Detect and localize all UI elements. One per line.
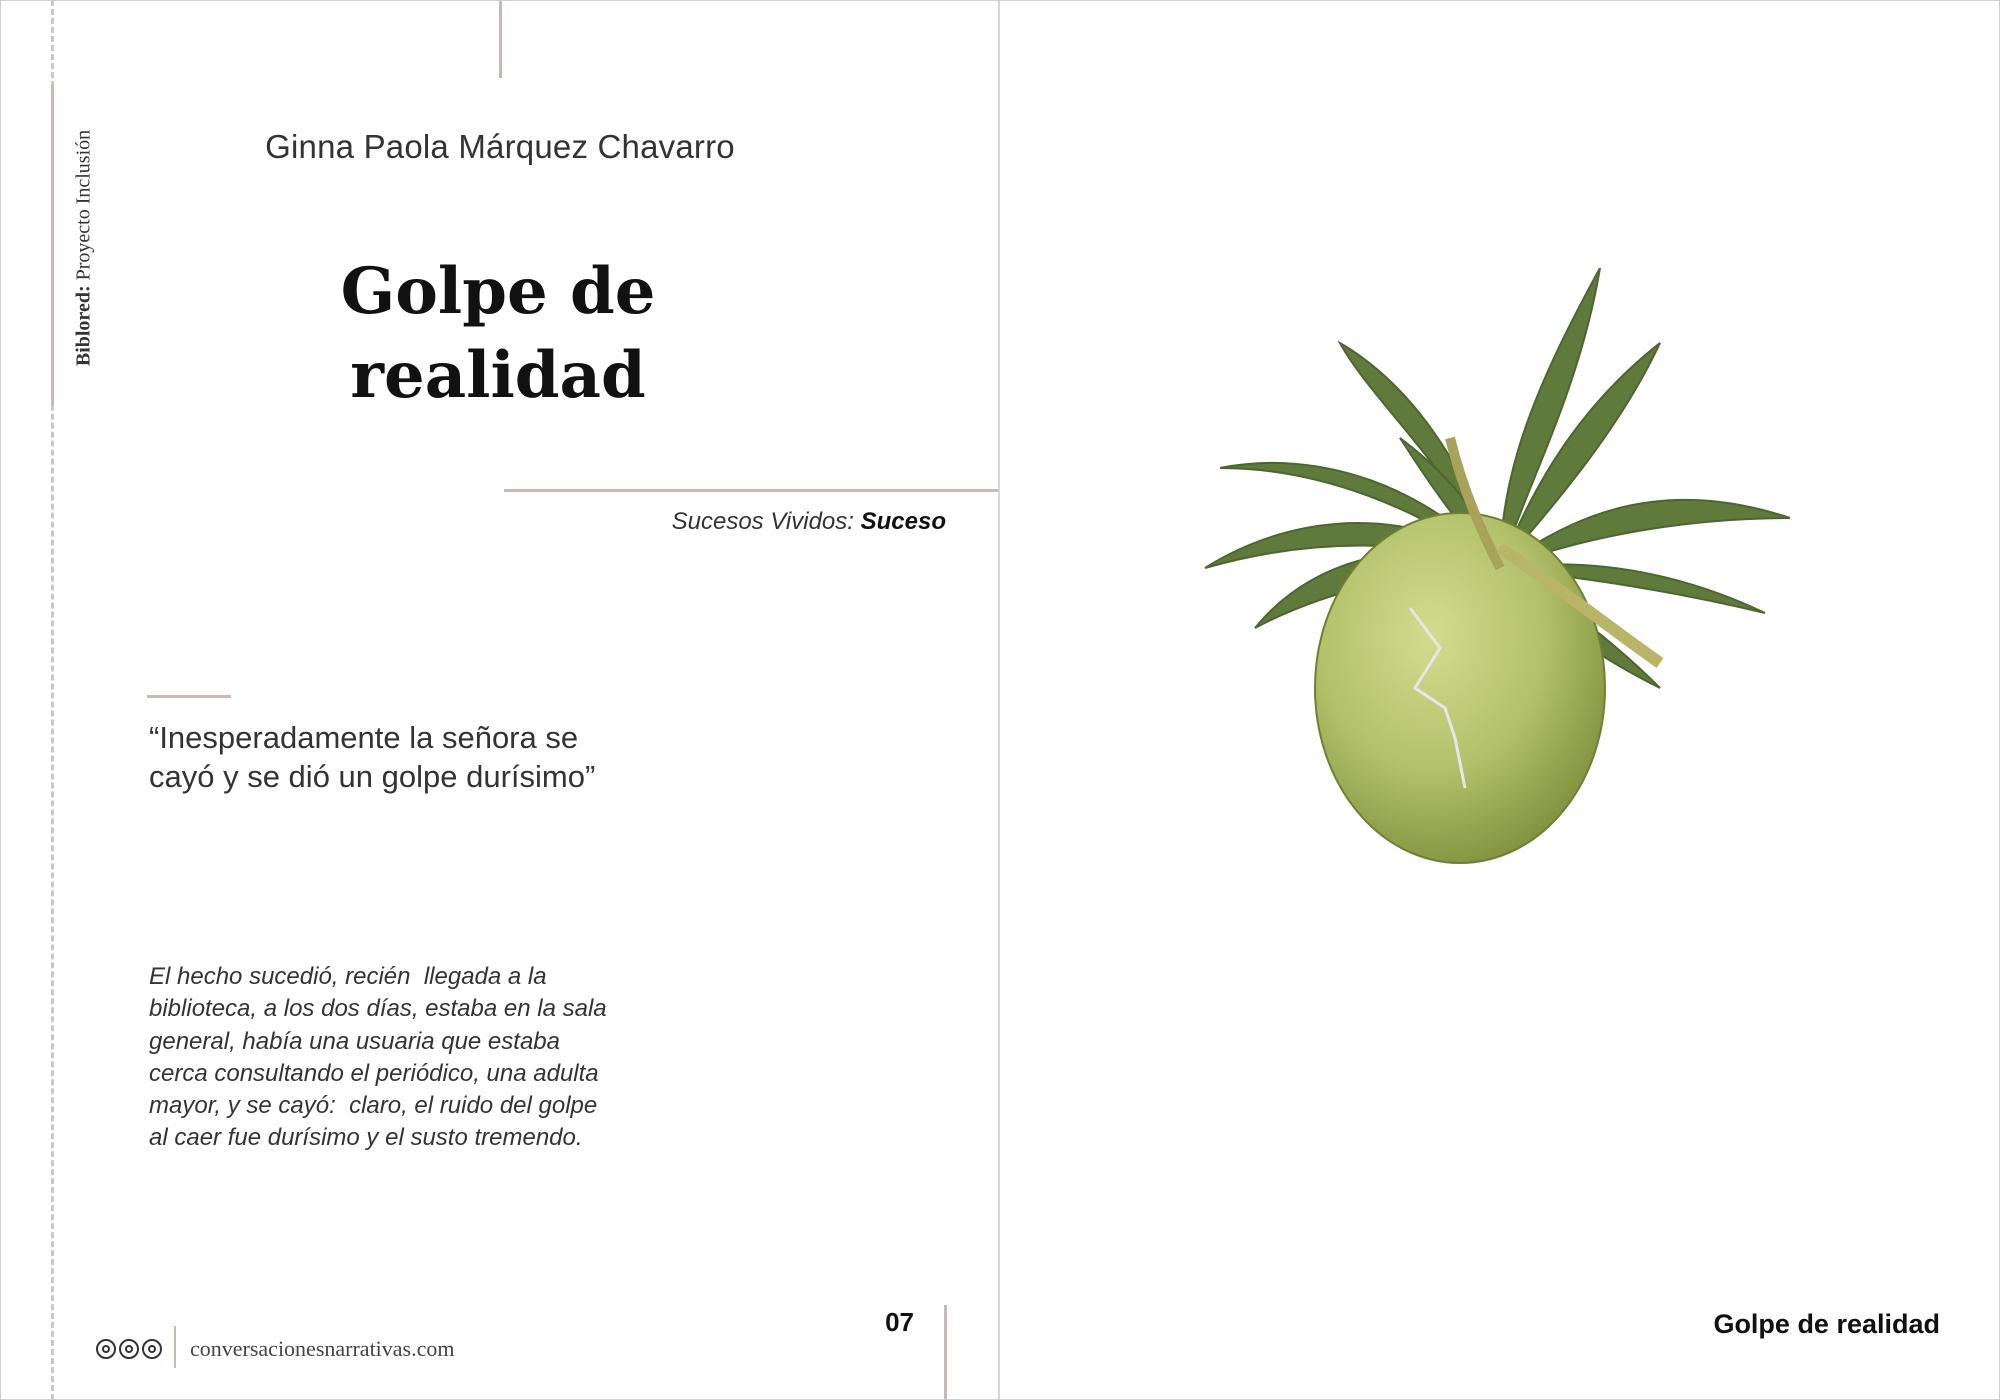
coconut-illustration xyxy=(1200,268,1800,868)
body-line: El hecho sucedió, recién llegada a la xyxy=(149,963,547,990)
page-number-rule xyxy=(944,1305,947,1400)
body-line: general, había una usuaria que estaba xyxy=(149,1027,560,1055)
body-line: biblioteca, a los dos días, estaba en la sala xyxy=(149,995,607,1023)
story-title xyxy=(341,250,656,418)
website-link[interactable]: conversacionesnarrativas.com xyxy=(190,1336,455,1361)
side-label-text: Proyecto Inclusión xyxy=(72,129,95,286)
title-line: realidad xyxy=(350,338,646,413)
quote-line: cayó y se dió un golpe durísimo” xyxy=(149,759,596,794)
coconut-icon xyxy=(1315,513,1605,863)
body-line: cerca consultando el periódico, una adulta xyxy=(149,1059,599,1087)
footer-separator xyxy=(174,1326,176,1368)
quote-line: “Inesperadamente la señora se xyxy=(149,720,579,755)
license-icons xyxy=(96,1339,162,1359)
pull-quote xyxy=(149,718,709,796)
page-number: 07 xyxy=(885,1307,914,1337)
left-page xyxy=(0,0,998,1400)
quote-accent-rule xyxy=(147,695,231,698)
side-label-bold: Biblored: xyxy=(72,285,95,367)
by-icon xyxy=(119,1339,139,1359)
subtitle-category: Suceso xyxy=(860,508,946,535)
section-subtitle xyxy=(446,508,946,536)
title-line: Golpe de xyxy=(340,254,656,329)
cc-icon xyxy=(96,1339,116,1359)
story-body xyxy=(149,961,709,1155)
body-line: al caer fue durísimo y el susto tremendo. xyxy=(149,1124,583,1152)
body-line: mayor, y se cayó: claro, el ruido del golpe xyxy=(149,1092,598,1120)
top-divider-rule xyxy=(499,0,502,78)
side-accent-rule xyxy=(51,85,54,405)
author-name: Ginna Paola Márquez Chavarro xyxy=(265,128,735,165)
subtitle-prefix: Sucesos Vividos: xyxy=(671,508,861,535)
title-divider-rule xyxy=(504,489,998,492)
nc-icon xyxy=(142,1339,162,1359)
running-title: Golpe de realidad xyxy=(1713,1309,1940,1339)
side-label xyxy=(73,130,96,366)
